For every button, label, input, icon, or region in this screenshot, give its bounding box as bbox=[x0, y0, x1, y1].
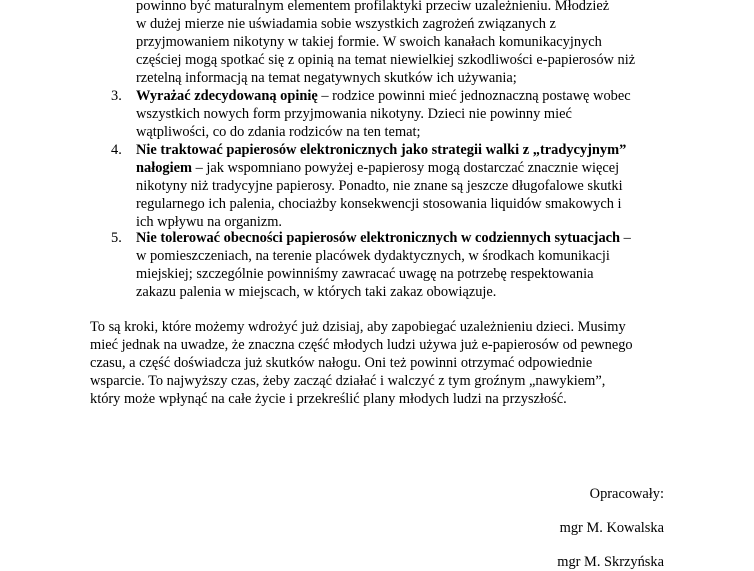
item4-number: 4. bbox=[111, 142, 122, 158]
item3-rest: – rodzice powinni mieć jednoznaczną postawę wobec bbox=[317, 88, 631, 104]
closing-line-4: wsparcie. To najwyższy czas, żeby zacząć działać i walczyć z tym groźnym „nawykiem”, bbox=[90, 373, 606, 389]
item4-line-3: nikotyny niż tradycyjne papierosy. Ponadto, nie znane są jeszcze długofalowe skutki bbox=[136, 178, 623, 194]
item2-line-1: powinno być maturalnym elementem profilaktyki przeciw uzależnieniu. Młodzież bbox=[136, 0, 610, 14]
signature-author-2: mgr M. Skrzyńska bbox=[557, 554, 664, 570]
item5-rest: – bbox=[620, 230, 631, 246]
item3-line-2: wszystkich nowych form przyjmowania nikotyny. Dzieci nie powinny mieć bbox=[136, 106, 572, 122]
item4-bold-2: nałogiem bbox=[136, 160, 192, 176]
item2-line-5: rzetelną informacją na temat negatywnych skutków ich używania; bbox=[136, 70, 517, 86]
item4-line-4: regularnego ich palenia, chociażby konsekwencji stosowania liquidów smakowych i bbox=[136, 196, 622, 212]
item4-line-1 bbox=[136, 141, 626, 159]
signature-label: Opracowały: bbox=[589, 486, 664, 502]
item5-number: 5. bbox=[111, 230, 122, 246]
item5-bold: Nie tolerować obecności papierosów elektronicznych w codziennych sytuacjach bbox=[136, 230, 621, 246]
item5-line-3: miejskiej; szczególnie powinniśmy zawracać uwagę na potrzebę respektowania bbox=[136, 266, 594, 282]
item5-line-2: w pomieszczeniach, na terenie placówek dydaktycznych, w środkach komunikacji bbox=[136, 248, 610, 264]
item2-line-3: przyjmowaniem nikotyny w takiej formie. W swoich kanałach komunikacyjnych bbox=[136, 34, 602, 50]
item2-line-4: częściej mogą spotkać się z opinią na temat niewielkiej szkodliwości e-papierosów niż bbox=[136, 52, 636, 68]
closing-line-3: czasu, a część doświadcza już skutków nałogu. Oni też powinni otrzymać odpowiednie bbox=[90, 355, 593, 371]
closing-line-1: To są kroki, które możemy wdrożyć już dzisiaj, aby zapobiegać uzależnieniu dzieci. Musimy bbox=[90, 319, 626, 335]
item5-line-4: zakazu palenia w miejscach, w których taki zakaz obowiązuje. bbox=[136, 284, 497, 300]
item4-bold-1: Nie traktować papierosów elektronicznych jako strategii walki z „tradycyjnym” bbox=[136, 142, 627, 158]
item5-line-1 bbox=[136, 229, 631, 247]
closing-line-5: który może wpłynąć na całe życie i przekreślić plany młodych ludzi na przyszłość. bbox=[90, 391, 567, 407]
item2-line-2: w dużej mierze nie uświadamia sobie wszystkich zagrożeń związanych z bbox=[136, 16, 556, 32]
item4-line-2 bbox=[136, 159, 619, 177]
item3-bold: Wyrażać zdecydowaną opinię bbox=[136, 88, 318, 104]
item3-line-3: wątpliwości, co do zdania rodziców na ten temat; bbox=[136, 124, 421, 140]
item3-number: 3. bbox=[111, 88, 122, 104]
item3-line-1 bbox=[136, 87, 631, 105]
signature-author-1: mgr M. Kowalska bbox=[559, 520, 664, 536]
closing-line-2: mieć jednak na uwadze, że znaczna część młodych ludzi używa już e-papierosów od pewnego bbox=[90, 337, 633, 353]
item4-rest: – jak wspomniano powyżej e-papierosy mogą dostarczać znacznie więcej bbox=[191, 160, 620, 176]
item4-line-5: ich wpływu na organizm. bbox=[136, 214, 283, 230]
